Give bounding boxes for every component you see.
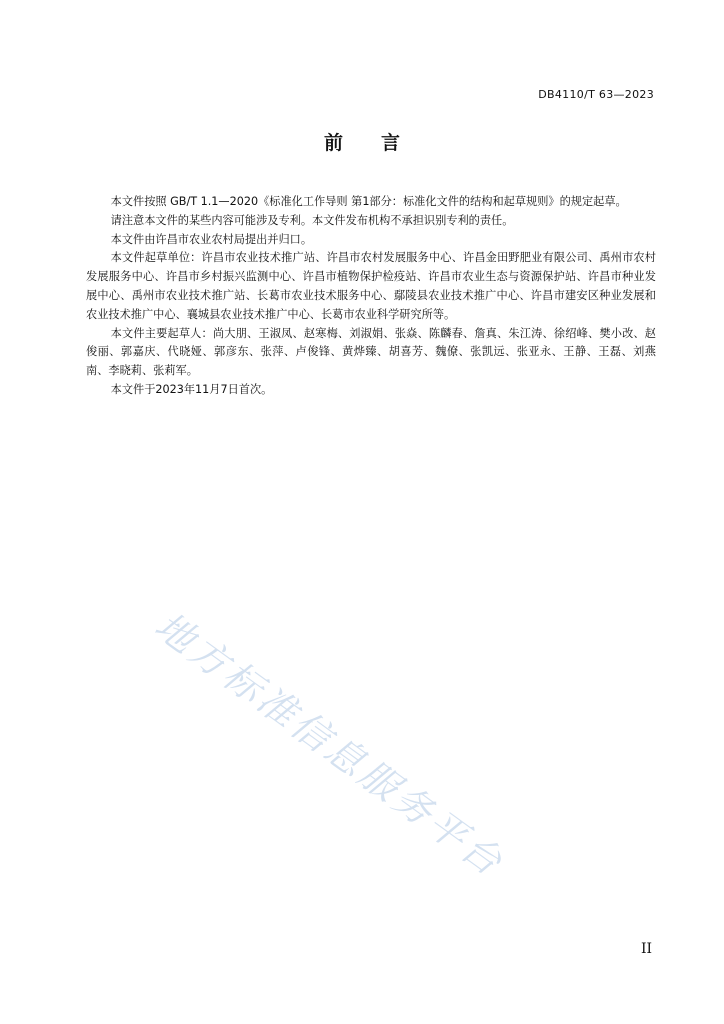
paragraph-proposer: 本文件由许昌市农业农村局提出并归口。 xyxy=(110,232,313,246)
paragraph-first-issue: 本文件于2023年11月7日首次。 xyxy=(110,382,273,396)
page-title: 前言 xyxy=(323,132,438,154)
paragraph-drafting-rules: 本文件按照 GB/T 1.1—2020《标准化工作导则 第1部分：标准化文件的结构和起草规则》的规定起草。 xyxy=(110,195,627,208)
paragraph-drafting-units: 本文件起草单位：许昌市农业技术推广站、许昌市农村发展服务中心、许昌金田野肥业有限公司、禹州市农村发展服务中心、许昌市乡村振兴监测中心、许昌市植物保护检疫站、许昌市农业生态与资源保护站、许昌市种业发展中心、禹州市农业技术推广站、长葛市农业技术服务中心、鄢陵县农业技术推广中心、许昌市建安区种业发展和农业技术推广中心、襄城县农业技术推广中心、长葛市农业科学研究所等。 xyxy=(86,251,656,321)
document-body xyxy=(86,193,656,400)
page-number: II xyxy=(640,941,652,957)
document-code: DB4110/T 63—2023 xyxy=(538,88,654,101)
paragraph-patent-notice: 请注意本文件的某些内容可能涉及专利。本文件发布机构不承担识别专利的责任。 xyxy=(110,213,514,227)
paragraph-drafters: 本文件主要起草人：尚大朋、王淑凤、赵寒梅、刘淑娟、张焱、陈麟春、詹真、朱江涛、徐绍峰、樊小改、赵俊丽、郭嘉庆、代晓娅、郭彦东、张萍、卢俊锋、黄烨臻、胡喜芳、魏僚、张凯远、张亚永、王静、王磊、刘燕南、李晓莉、张莉军。 xyxy=(86,326,656,378)
watermark: 地方标准信息服务平台 xyxy=(146,603,513,886)
